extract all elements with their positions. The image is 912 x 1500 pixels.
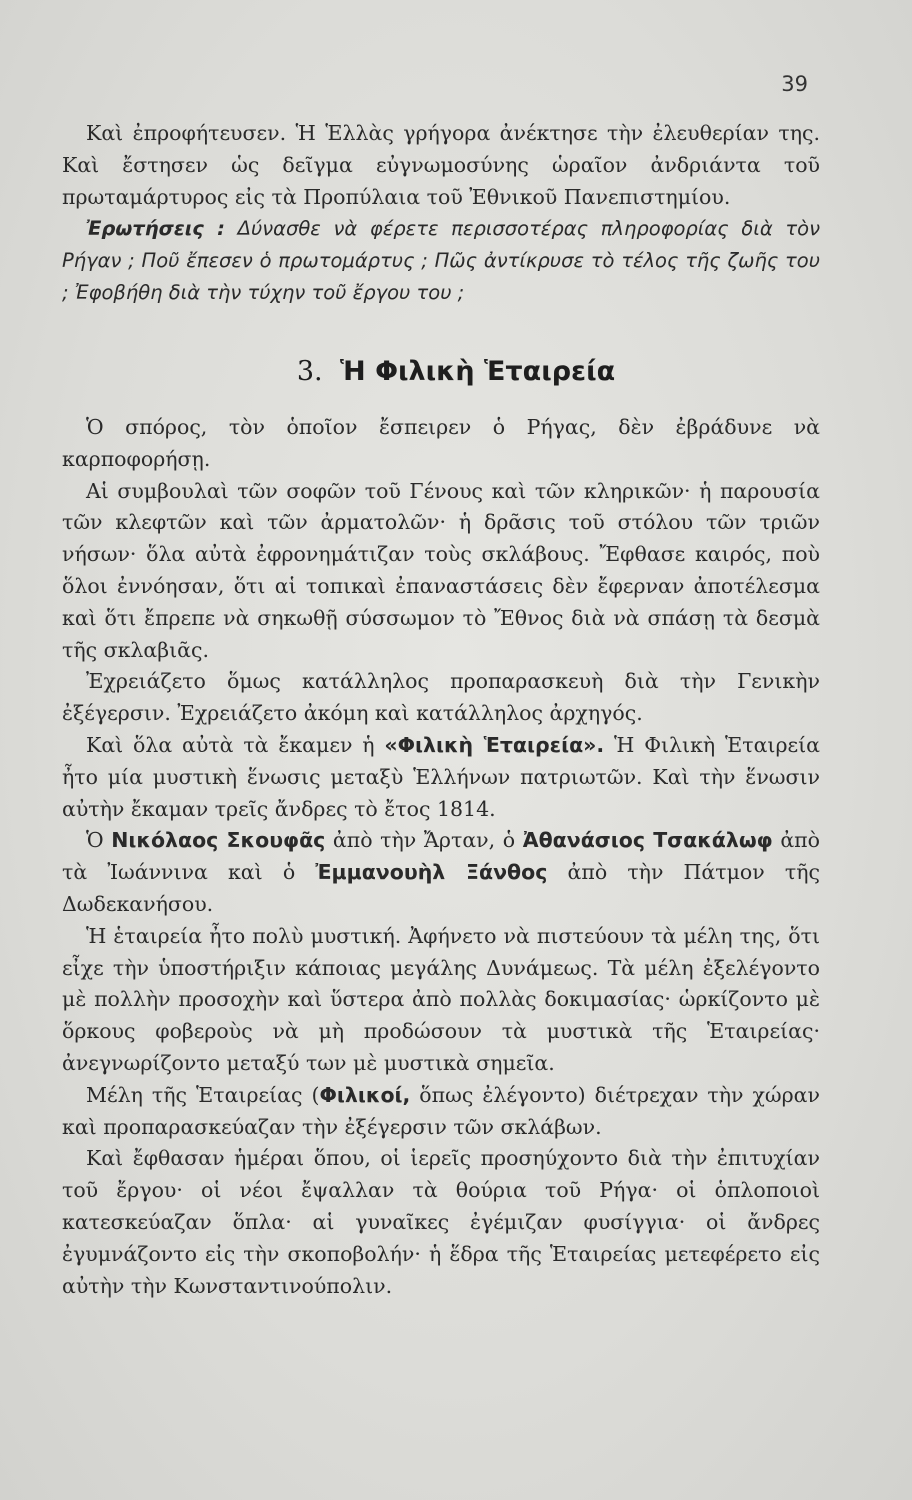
- body-paragraph-1: Ὁ σπόρος, τὸν ὁποῖον ἔσπειρεν ὁ Ρήγας, δὲν ἐβράδυνε νὰ καρποφορήσῃ.: [62, 415, 820, 471]
- body-paragraph-4: [62, 730, 820, 825]
- body-paragraph-5: [62, 825, 820, 920]
- body-paragraph-8: Καὶ ἔφθασαν ἡμέραι ὅπου, οἱ ἱερεῖς προσηύχοντο διὰ τὴν ἐπιτυχίαν τοῦ ἔργου· οἱ νέοι ἔψαλλαν τὰ θούρια τοῦ Ρήγα· οἱ ὁπλοποιοὶ κατεσκεύαζαν ὅπλα· αἱ γυναῖκες ἐγέμιζαν φυσίγγια· οἱ ἄνδρες ἐγυμνάζοντο εἰς τὴν σκοποβολήν· ἡ ἕδρα τῆς Ἑταιρείας μετεφέρετο εἰς αὐτὴν τὴν Κωνσταντινούπολιν.: [62, 1146, 820, 1298]
- section-title: Ἡ Φιλικὴ Ἑταιρεία: [340, 356, 616, 387]
- text-run: Μέλη τῆς Ἑταιρείας (: [86, 1082, 320, 1107]
- body-block: [62, 412, 820, 1302]
- intro-block: [62, 118, 820, 309]
- text-run: Καὶ ὅλα αὐτὰ τὰ ἔκαμεν ἡ: [86, 732, 385, 757]
- section-number: 3.: [296, 356, 323, 387]
- body-paragraph-3: Ἐχρειάζετο ὅμως κατάλληλος προπαρασκευὴ διὰ τὴν Γενικὴν ἐξέγερσιν. Ἐχρειάζετο ἀκόμη καὶ κατάλληλος ἀρχηγός.: [62, 669, 820, 726]
- body-paragraph-7: [62, 1080, 820, 1144]
- founder-name-tsakalof: Ἀθανάσιος Τσακάλωφ: [522, 828, 773, 853]
- text-run: Ἡ Φιλικὴ Ἑταιρεία ἦτο μία μυστικὴ ἕνωσις μεταξὺ Ἑλλήνων πατριωτῶν. Καὶ τὴν ἕνωσιν αὐτὴν ἔκαμαν τρεῖς ἄνδρες τὸ ἔτος 1814.: [62, 732, 821, 821]
- text-run: ὅπως ἐλέγοντο) διέτρεχαν τὴν χώραν καὶ προπαρασκεύαζαν τὴν ἐξέγερσιν τῶν σκλάβων.: [62, 1082, 820, 1139]
- body-paragraph-2: Αἱ συμβουλαὶ τῶν σοφῶν τοῦ Γένους καὶ τῶν κληρικῶν· ἡ παρουσία τῶν κλεφτῶν καὶ τῶν ἀρματολῶν· ἡ δρᾶσις τοῦ στόλου τῶν τριῶν νήσων· ὅλα αὐτὰ ἐφρονημάτιζαν τοὺς σκλάβους. Ἔφθασε καιρός, ποὺ ὅλοι ἐννόησαν, ὅτι αἱ τοπικαὶ ἐπαναστάσεις δὲν ἔφερναν ἀποτέλεσμα καὶ ὅτι ἔπρεπε νὰ σηκωθῇ σύσσωμον τὸ Ἔθνος διὰ νὰ σπάσῃ τὰ δεσμὰ τῆς σκλαβιᾶς.: [62, 478, 820, 662]
- society-name-emphasis: «Φιλικὴ Ἑταιρεία».: [384, 732, 605, 757]
- text-run: ἀπὸ τὰ Ἰωάννινα καὶ ὁ: [62, 828, 820, 885]
- founder-name-skoufas: Νικόλαος Σκουφᾶς: [111, 828, 326, 853]
- body-paragraph-6: Ἡ ἑταιρεία ἦτο πολὺ μυστική. Ἀφήνετο νὰ πιστεύουν τὰ μέλη της, ὅτι εἶχε τὴν ὑποστήριξιν κάποιας μεγάλης Δυνάμεως. Τὰ μέλη ἐξελέγοντο μὲ πολλὴν προσοχὴν καὶ ὕστερα ἀπὸ πολλὰς δοκιμασίας· ὡρκίζοντο μὲ ὅρκους φοβεροὺς νὰ μὴ προδώσουν τὰ μυστικὰ τῆς Ἑταιρείας· ἀνεγνωρίζοντο μεταξύ των μὲ μυστικὰ σημεῖα.: [62, 923, 820, 1075]
- questions-label: Ἐρωτήσεις :: [86, 217, 225, 241]
- questions-paragraph: [62, 213, 820, 308]
- questions-text: Δύνασθε νὰ φέρετε περισσοτέρας πληροφορίας διὰ τὸν Ρήγαν ; Ποῦ ἔπεσεν ὁ πρωτομάρτυς ; Πῶς ἀντίκρυσε τὸ τέλος τῆς ζωῆς του ; Ἐφοβήθη διὰ τὴν τύχην τοῦ ἔργου του ;: [62, 217, 820, 304]
- text-run: ἀπὸ τὴν Πάτμον τῆς Δωδεκανήσου.: [62, 860, 820, 916]
- founder-name-xanthos: Ἐμμανουὴλ Ξάνθος: [315, 860, 548, 885]
- text-run: Ὁ: [86, 828, 112, 853]
- section-heading: [0, 356, 912, 387]
- text-run: ἀπὸ τὴν Ἄρταν, ὁ: [325, 828, 523, 853]
- intro-paragraph: Καὶ ἐπροφήτευσεν. Ἡ Ἑλλὰς γρήγορα ἀνέκτησε τὴν ἐλευθερίαν της. Καὶ ἔστησεν ὡς δεῖγμα εὐγνωμοσύνης ὡραῖον ἀνδριάντα τοῦ πρωταμάρτυρος εἰς τὰ Προπύλαια τοῦ Ἐθνικοῦ Πανεπιστημίου.: [62, 121, 820, 209]
- page-number: 39: [781, 72, 808, 96]
- filikoi-emphasis: Φιλικοί,: [319, 1082, 411, 1107]
